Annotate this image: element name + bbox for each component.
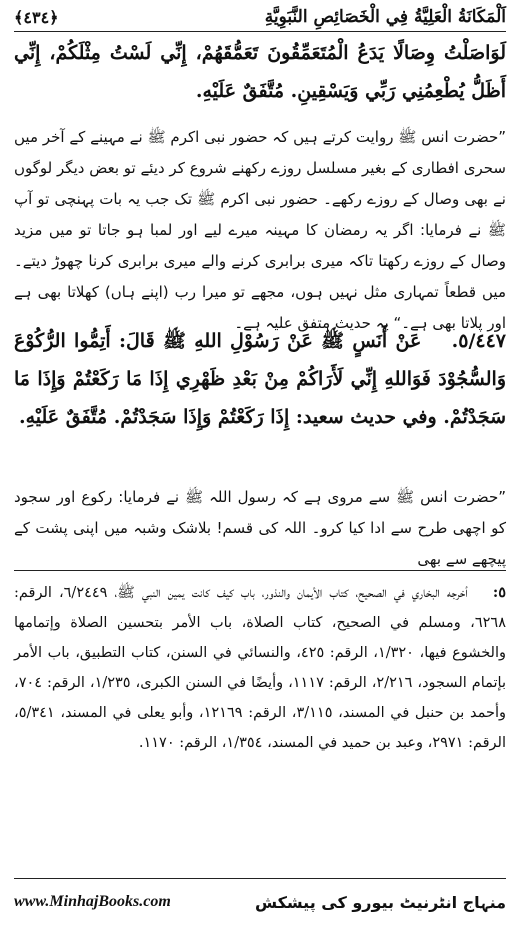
footer-divider — [14, 878, 506, 879]
publisher-credit: منہاج انٹرنیٹ بیورو کی پیشکش — [254, 892, 506, 912]
footnote-divider — [14, 570, 506, 571]
hadith-text: عَنْ أَنَسٍ ﷺ عَنْ رَسُوْلِ اللهِ ﷺ قَالَ: أَتِمُّوا الرُّكُوْعَ وَالسُّجُوْدَ فَوَاللهِ إِنِّي لَأَرَاكُمْ مِنْ بَعْدِ ظَهْرِي إِذَا مَا رَكَعْتُمْ وَإِذَا مَا سَجَدْتُمْ. وفي حديث سعيد: إِذَا رَكَعْتُمْ وَإِذَا سَجَدْتُمْ. مُتَّفَقٌ عَلَيْهِ. — [14, 330, 506, 428]
arabic-hadith-continuation: لَوَاصَلْتُ وِصَالًا يَدَعُ الْمُتَعَمِّقُونَ تَعَمُّقَهُمْ، إِنِّي لَسْتُ مِثْلَكُمْ، إِنِّي أَظَلُّ يُطْعِمُنِي رَبِّي وَيَسْقِينِ. مُتَّفَقٌ عَلَيْهِ. — [14, 42, 506, 102]
website-link[interactable]: www.MinhajBooks.com — [14, 893, 171, 910]
urdu-translation-2: ”حضرت انس ﷺ سے مروی ہے کہ رسول اللہ ﷺ نے فرمایا: رکوع اور سجود کو اچھی طرح سے ادا کیا کرو۔ اللہ کی قسم! بلاشک وشبہ میں اپنی پشت کے پیچھے سے بھی — [14, 488, 506, 568]
arabic-hadith — [14, 322, 506, 436]
running-title: اَلْمَكَانَةُ الْعَلِيَّةُ فِي الْخَصَائِصِ النَّبَوِيَّةِ — [264, 7, 506, 27]
footnote-text: أخرجه البخاري في الصحيح، كتاب الأيمان والنذور، باب كيف كانت يمين النبي ﷺ، ٦/٢٤٤٩، الرقم: ٦٢٦٨، ومسلم في الصحيح، كتاب الصلاة، باب الأمر بتحسين الصلاة وإتمامها والخشوع فيها، ١/٣٢٠، الرقم: ٤٢٥، والنسائي في السنن، كتاب التطبيق، باب الأمر بإتمام السجود، ٢/٢١٦، الرقم: ١١١٧، وأيضًا في السنن الكبرى، ١/٢٣٥، الرقم: ٧٠٤، وأحمد بن حنبل في المسند، ٣/١١٥، الرقم: ١٢١٦٩، وأبو يعلى في المسند، ٥/٣٤١، الرقم: ٢٩٧١، وعبد بن حميد في المسند، ١/٣٥٤، الرقم: ١١٧٠. — [14, 585, 507, 751]
header-divider — [14, 31, 506, 32]
page-header — [14, 4, 506, 30]
hadith-number: ٥/٤٤٧. — [451, 330, 506, 352]
urdu-translation-1: ”حضرت انس ﷺ روایت کرتے ہیں کہ حضور نبی اکرم ﷺ نے مہینے کے آخر میں سحری افطاری کے بغیر مسلسل روزے رکھنے شروع کر دیئے تو بعض دیگر لوگوں نے بھی وصال کے روزے رکھے۔ حضور نبی اکرم ﷺ تک جب یہ بات پہنچی تو آپ ﷺ نے فرمایا: اگر یہ رمضان کا مہینہ میرے لیے اور لمبا ہو جاتا تو میں مزید وصال کے روزے رکھتا تاکہ میری برابری کرنے والے میری برابری کرنا چھوڑ دیتے۔ میں قطعاً تمہاری مثل نہیں ہوں، مجھے تو میرا رب (اپنے ہاں) کھلاتا بھی ہے اور پلاتا بھی ہے۔“ یہ حدیث متفق علیہ ہے۔ — [14, 128, 506, 332]
page-footer — [14, 882, 506, 922]
footnote — [14, 578, 506, 758]
footnote-number: ٥: — [492, 584, 507, 601]
page-number: ﴿٤٣٤﴾ — [14, 7, 59, 27]
